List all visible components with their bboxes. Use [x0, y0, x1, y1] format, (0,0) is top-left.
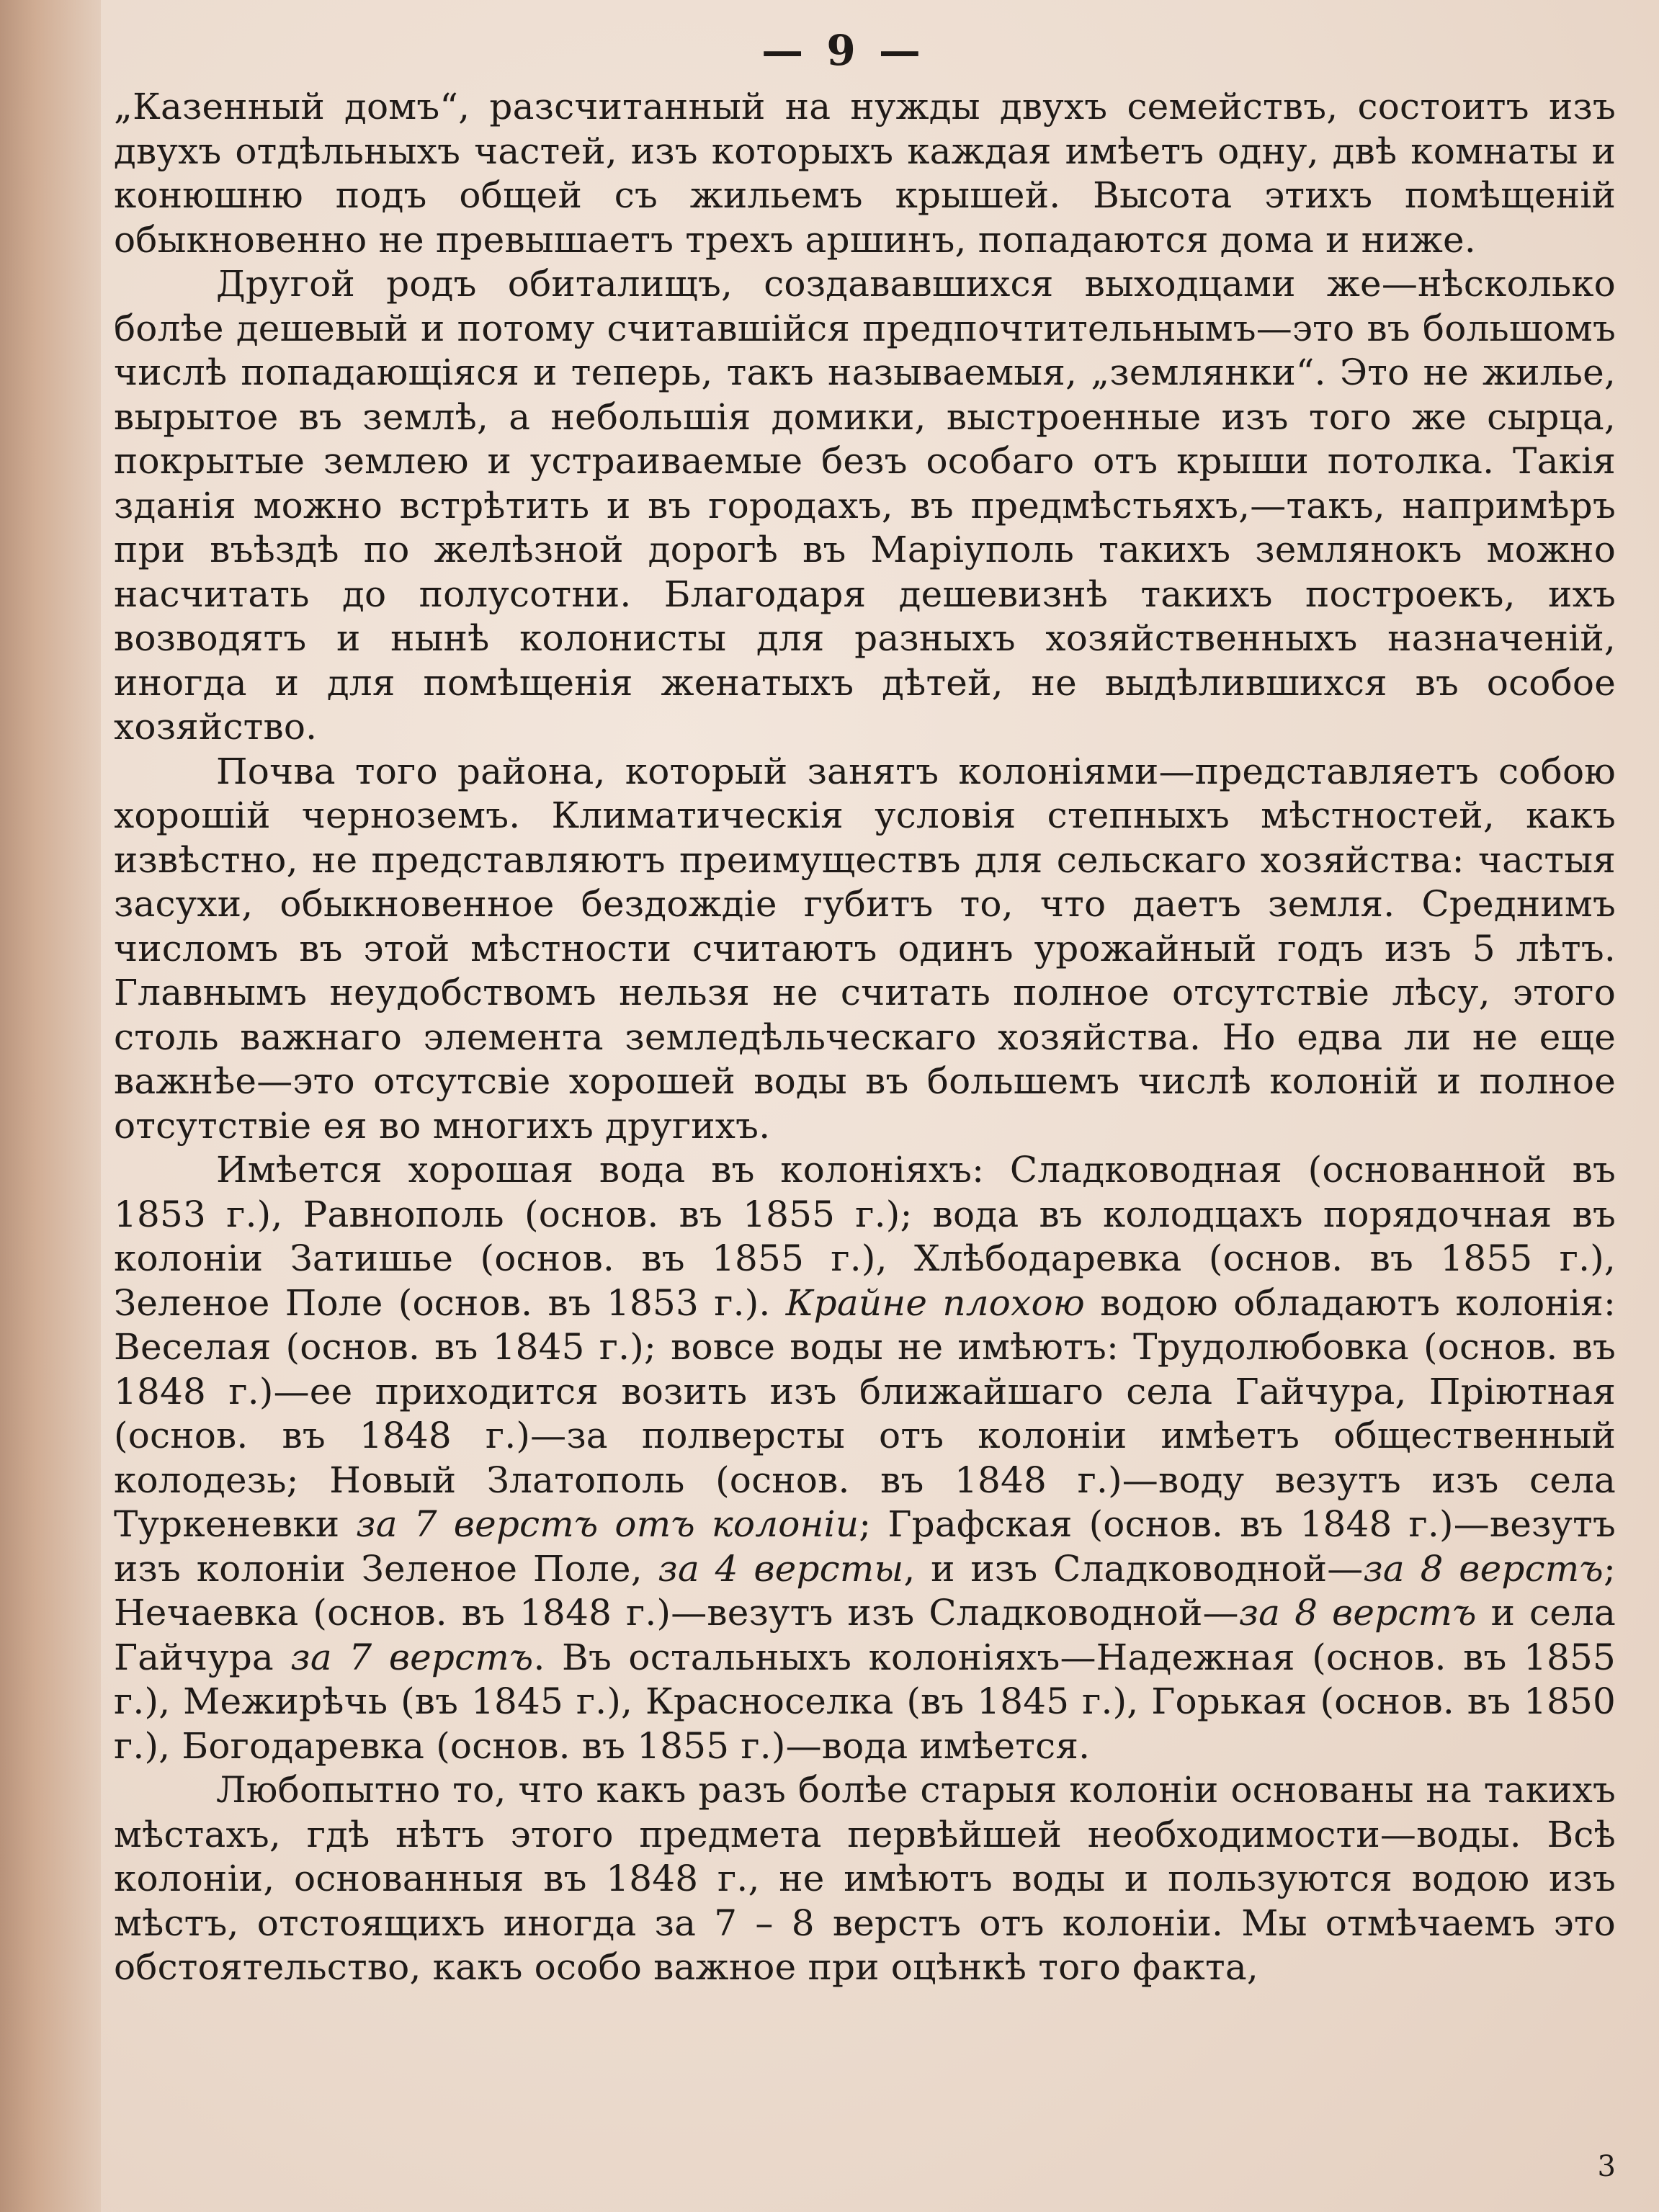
text-run: . Въ остальныхъ колоніяхъ—Надежная (основ. въ 1855 г.), Межирѣчь (въ 1845 г.), Красноселка (въ 1845 г.), Горькая (основ. въ 1850 г.), Богодаревка (основ. въ 1855 г.)—вода имѣется.	[114, 1636, 1616, 1767]
italic-text: за 8 верстъ	[1363, 1547, 1604, 1590]
page-number: — 9 —	[761, 26, 925, 75]
paragraph	[114, 1768, 1616, 1990]
italic-text: за 7 верстъ	[290, 1636, 534, 1678]
signature-mark: 3	[1597, 2150, 1616, 2183]
body-text	[114, 85, 1616, 1990]
paragraph	[114, 85, 1616, 262]
paragraph	[114, 1148, 1616, 1768]
italic-text: за 8 верстъ	[1238, 1592, 1477, 1634]
text-run: водою обладаютъ колонія: Веселая (основ. въ 1845 г.); вовсе воды не имѣютъ: Трудолюбовка (основ. въ 1848 г.)—ее приходится возить изъ ближайшаго села Гайчура, Пріютная (основ. въ 1848 г.)—за полверсты отъ колоніи имѣетъ общественный колодезь; Новый Златополь (основ. въ 1848 г.)—воду везутъ изъ села Туркеневки	[114, 1281, 1616, 1545]
text-run: , и изъ Сладководной—	[903, 1547, 1364, 1590]
text-run: ; Графская (основ. въ 1848 г.)—везутъ изъ колоніи Зеленое Поле,	[114, 1503, 1616, 1590]
text-run: Имѣется хорошая вода въ колоніяхъ: Сладководная (основанной въ 1853 г.), Равнополь (основ. въ 1855 г.); вода въ колодцахъ порядочная въ колоніи Затишье (основ. въ 1855 г.), Хлѣбодаревка (основ. въ 1855 г.), Зеленое Поле (основ. въ 1853 г.).	[114, 1149, 1616, 1324]
paragraph	[114, 750, 1616, 1149]
text-run: и села Гайчура	[114, 1592, 1616, 1678]
text-run: ; Нечаевка (основ. въ 1848 г.)—везутъ изъ Сладководной—	[114, 1547, 1616, 1634]
italic-text: Крайне плохою	[785, 1281, 1086, 1324]
paragraph	[114, 262, 1616, 750]
text-run: „Казенный домъ“, разсчитанный на нужды двухъ семействъ, состоитъ изъ двухъ отдѣльныхъ частей, изъ которыхъ каждая имѣетъ одну, двѣ комнаты и конюшню подъ общей съ жильемъ крышей. Высота этихъ помѣщеній обыкновенно не превышаетъ трехъ аршинъ, попадаются дома и ниже.	[114, 86, 1616, 261]
text-run: Любопытно то, что какъ разъ болѣе старыя колоніи основаны на такихъ мѣстахъ, гдѣ нѣтъ этого предмета первѣйшей необходимости—воды. Всѣ колоніи, основанныя въ 1848 г., не имѣютъ воды и пользуются водою изъ мѣстъ, отстоящихъ иногда за 7 – 8 верстъ отъ колоніи. Мы отмѣчаемъ это обстоятельство, какъ особо важное при оцѣнкѣ того факта,	[114, 1769, 1616, 1988]
italic-text: за 4 версты	[658, 1547, 904, 1590]
text-run: Другой родъ обиталищъ, создававшихся выходцами же—нѣсколько болѣе дешевый и потому считавшійся предпочтительнымъ—это въ большомъ числѣ попадающіяся и теперь, такъ называемыя, „землянки“. Это не жилье, вырытое въ землѣ, а небольшія домики, выстроенные изъ того же сырца, покрытые землею и устраиваемые безъ особаго отъ крыши потолка. Такія зданія можно встрѣтить и въ городахъ, въ предмѣстьяхъ,—такъ, напримѣръ при въѣздѣ по желѣзной дорогѣ въ Маріуполь такихъ землянокъ можно насчитать до полусотни. Благодаря дешевизнѣ такихъ построекъ, ихъ возводятъ и нынѣ колонисты для разныхъ хозяйственныхъ назначеній, иногда и для помѣщенія женатыхъ дѣтей, не выдѣлившихся въ особое хозяйство.	[114, 263, 1616, 748]
text-run: Почва того района, который занятъ колоніями—представляетъ собою хорошій черноземъ. Климатическія условія степныхъ мѣстностей, какъ извѣстно, не представляютъ преимуществъ для сельскаго хозяйства: частыя засухи, обыкновенное бездождіе губитъ то, что даетъ земля. Среднимъ числомъ въ этой мѣстности считаютъ одинъ урожайный годъ изъ 5 лѣтъ. Главнымъ неудобствомъ нельзя не считать полное отсутствіе лѣсу, этого столь важнаго элемента земледѣльческаго хозяйства. Но едва ли не еще важнѣе—это отсутсвіе хорошей воды въ большемъ числѣ колоній и полное отсутствіе ея во многихъ другихъ.	[114, 750, 1616, 1147]
italic-text: за 7 верстъ отъ колоніи	[356, 1503, 859, 1545]
